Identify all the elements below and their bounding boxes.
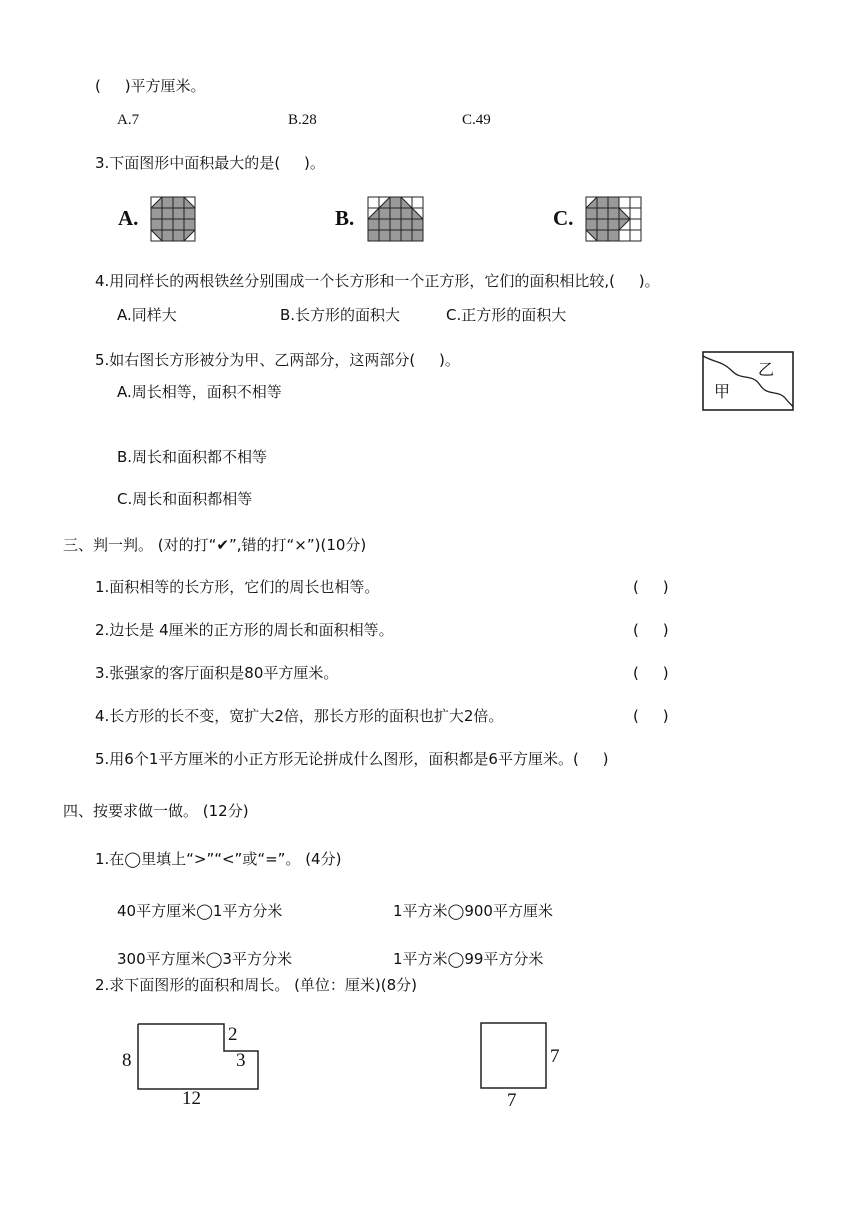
compare-item-1: 40平方厘米◯1平方分米	[117, 902, 283, 920]
fig1-label-left: 8	[122, 1050, 132, 1071]
q5-stem: 5.如右图长方形被分为甲、乙两部分，这两部分( )。	[95, 351, 460, 369]
question-continuation: ( )平方厘米。	[95, 77, 206, 95]
fig1-label-notch-side: 3	[236, 1050, 246, 1071]
fig2-label-right: 7	[550, 1046, 560, 1067]
compare-item-4: 1平方米◯99平方分米	[393, 950, 544, 968]
fig2-label-bottom: 7	[507, 1090, 517, 1111]
judge-blank-1: ( )	[633, 578, 669, 596]
judge-item-3: 3.张强家的客厅面积是80平方厘米。	[95, 664, 339, 682]
judge-item-1: 1.面积相等的长方形，它们的周长也相等。	[95, 578, 380, 596]
q3-grid-c	[585, 196, 643, 242]
q5-divided-rectangle	[702, 351, 794, 411]
figure-square	[478, 1020, 568, 1115]
section-4-heading: 四、按要求做一做。 (12分)	[63, 802, 249, 820]
q3-grid-b	[367, 196, 425, 242]
judge-item-5: 5.用6个1平方厘米的小正方形无论拼成什么图形，面积都是6平方厘米。( )	[95, 750, 609, 768]
q5-label-jia: 甲	[714, 382, 731, 401]
judge-blank-4: ( )	[633, 707, 669, 725]
section-3-heading: 三、判一判。 (对的打“✔”,错的打“×”)(10分)	[63, 536, 367, 554]
fig1-label-bottom: 12	[182, 1088, 201, 1109]
option-c: C.49	[462, 112, 491, 128]
compare-item-3: 300平方厘米◯3平方分米	[117, 950, 292, 968]
figure-notched-rectangle	[118, 1020, 278, 1115]
s4-q2-stem: 2.求下面图形的面积和周长。 (单位：厘米)(8分)	[95, 976, 418, 994]
q5-label-yi: 乙	[758, 360, 775, 379]
q5-option-c: C.周长和面积都相等	[117, 490, 253, 508]
judge-item-4: 4.长方形的长不变，宽扩大2倍，那长方形的面积也扩大2倍。	[95, 707, 504, 725]
q5-option-b: B.周长和面积都不相等	[117, 448, 268, 466]
q4-stem: 4.用同样长的两根铁丝分别围成一个长方形和一个正方形，它们的面积相比较,( )。	[95, 272, 660, 290]
q3-label-a: A.	[118, 206, 139, 230]
q4-option-c: C.正方形的面积大	[446, 306, 567, 324]
s4-q1-stem: 1.在◯里填上“>”“<”或“=”。 (4分)	[95, 850, 342, 868]
q3-grid-a	[150, 196, 196, 242]
fig1-label-notch-top: 2	[228, 1024, 238, 1045]
q3-stem: 3.下面图形中面积最大的是( )。	[95, 154, 325, 172]
q3-label-b: B.	[335, 206, 355, 230]
judge-blank-3: ( )	[633, 664, 669, 682]
judge-item-2: 2.边长是 4厘米的正方形的周长和面积相等。	[95, 621, 394, 639]
q4-option-a: A.同样大	[117, 306, 177, 324]
q3-label-c: C.	[553, 206, 574, 230]
judge-blank-2: ( )	[633, 621, 669, 639]
compare-item-2: 1平方米◯900平方厘米	[393, 902, 553, 920]
option-b: B.28	[288, 112, 317, 128]
option-a: A.7	[117, 112, 140, 128]
q4-option-b: B.长方形的面积大	[280, 306, 401, 324]
q5-option-a: A.周长相等，面积不相等	[117, 383, 282, 401]
